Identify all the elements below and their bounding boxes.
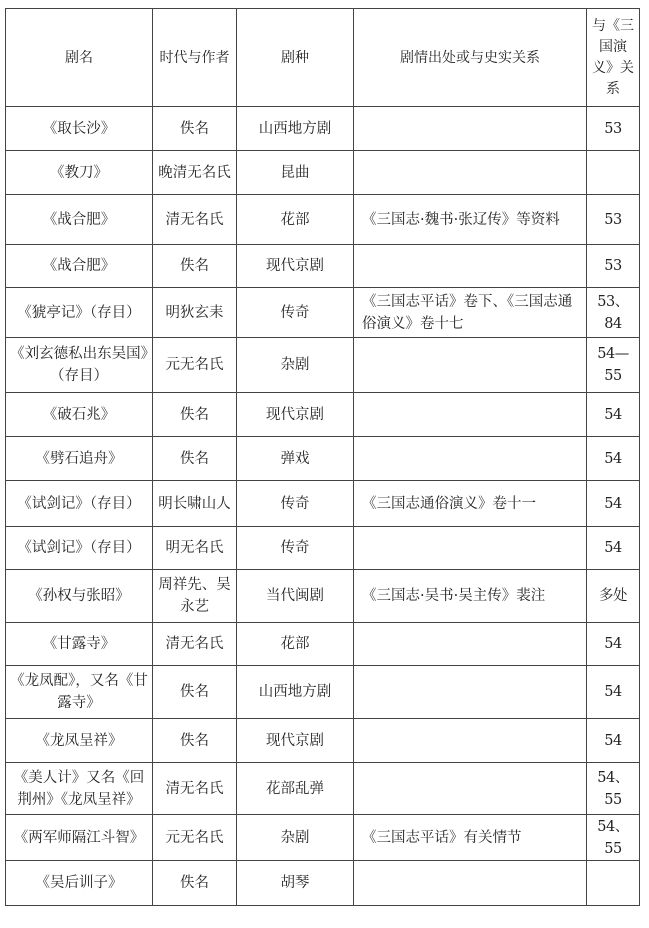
table-body: [6, 107, 640, 906]
cell-era: 佚名: [153, 245, 237, 288]
cell-genre: 现代京剧: [237, 245, 354, 288]
cell-relation: 54、55: [587, 763, 640, 815]
cell-source: [354, 393, 587, 437]
cell-genre: 花部: [237, 195, 354, 245]
table-row: [6, 815, 640, 861]
table-row: [6, 527, 640, 570]
cell-name: 《吴后训子》: [6, 861, 153, 906]
cell-era: 佚名: [153, 107, 237, 151]
cell-genre: 当代闽剧: [237, 570, 354, 623]
header-relation: 与《三国演义》关系: [587, 9, 640, 107]
cell-source: [354, 151, 587, 195]
table-row: [6, 245, 640, 288]
header-era: 时代与作者: [153, 9, 237, 107]
table-row: [6, 666, 640, 719]
table-row: [6, 481, 640, 527]
cell-era: 佚名: [153, 861, 237, 906]
cell-relation: 54、55: [587, 815, 640, 861]
cell-genre: 昆曲: [237, 151, 354, 195]
table-row: [6, 861, 640, 906]
cell-relation: 53: [587, 107, 640, 151]
cell-era: 明无名氏: [153, 527, 237, 570]
cell-name: 《战合肥》: [6, 245, 153, 288]
header-genre: 剧种: [237, 9, 354, 107]
table-row: [6, 107, 640, 151]
cell-source: 《三国志·吴书·吴主传》裴注: [354, 570, 587, 623]
cell-source: [354, 763, 587, 815]
cell-relation: [587, 151, 640, 195]
cell-source: [354, 527, 587, 570]
cell-relation: 54: [587, 666, 640, 719]
cell-genre: 花部: [237, 623, 354, 666]
cell-era: 清无名氏: [153, 623, 237, 666]
cell-era: 元无名氏: [153, 338, 237, 393]
cell-genre: 现代京剧: [237, 719, 354, 763]
cell-source: 《三国志·魏书·张辽传》等资料: [354, 195, 587, 245]
cell-relation: 54—55: [587, 338, 640, 393]
cell-era: 晚清无名氏: [153, 151, 237, 195]
table-row: [6, 151, 640, 195]
cell-name: 《教刀》: [6, 151, 153, 195]
cell-relation: 54: [587, 527, 640, 570]
cell-name: 《劈石追舟》: [6, 437, 153, 481]
table-row: [6, 195, 640, 245]
cell-name: 《战合肥》: [6, 195, 153, 245]
cell-genre: 胡琴: [237, 861, 354, 906]
cell-name: 《破石兆》: [6, 393, 153, 437]
cell-source: 《三国志通俗演义》卷十一: [354, 481, 587, 527]
cell-name: 《孙权与张昭》: [6, 570, 153, 623]
cell-name: 《试剑记》（存目）: [6, 481, 153, 527]
cell-era: 佚名: [153, 719, 237, 763]
table-row: [6, 288, 640, 338]
header-name: 剧名: [6, 9, 153, 107]
cell-genre: 花部乱弹: [237, 763, 354, 815]
cell-relation: 54: [587, 719, 640, 763]
cell-source: [354, 719, 587, 763]
cell-relation: [587, 861, 640, 906]
cell-name: 《试剑记》（存目）: [6, 527, 153, 570]
cell-genre: 现代京剧: [237, 393, 354, 437]
cell-era: 明狄玄耒: [153, 288, 237, 338]
cell-source: [354, 666, 587, 719]
cell-era: 明长啸山人: [153, 481, 237, 527]
table-row: [6, 719, 640, 763]
table-row: [6, 570, 640, 623]
header-row: [6, 9, 640, 107]
cell-relation: 54: [587, 393, 640, 437]
cell-era: 佚名: [153, 666, 237, 719]
cell-source: [354, 623, 587, 666]
cell-source: [354, 107, 587, 151]
cell-source: [354, 437, 587, 481]
cell-genre: 杂剧: [237, 815, 354, 861]
cell-genre: 传奇: [237, 288, 354, 338]
cell-name: 《龙凤呈祥》: [6, 719, 153, 763]
table-row: [6, 393, 640, 437]
cell-era: 佚名: [153, 393, 237, 437]
table-row: [6, 763, 640, 815]
cell-genre: 山西地方剧: [237, 666, 354, 719]
cell-name: 《甘露寺》: [6, 623, 153, 666]
cell-name: 《美人计》又名《回荆州》《龙凤呈祥》: [6, 763, 153, 815]
opera-table: [5, 8, 640, 906]
cell-source: [354, 245, 587, 288]
cell-name: 《刘玄德私出东吴国》（存目）: [6, 338, 153, 393]
table-row: [6, 623, 640, 666]
cell-name: 《龙凤配》，又名《甘露寺》: [6, 666, 153, 719]
cell-era: 周祥先、吴永艺: [153, 570, 237, 623]
cell-name: 《猇亭记》（存目）: [6, 288, 153, 338]
cell-source: [354, 861, 587, 906]
cell-relation: 54: [587, 481, 640, 527]
cell-name: 《两军师隔江斗智》: [6, 815, 153, 861]
cell-era: 清无名氏: [153, 195, 237, 245]
cell-genre: 弹戏: [237, 437, 354, 481]
cell-relation: 53: [587, 245, 640, 288]
cell-genre: 杂剧: [237, 338, 354, 393]
cell-era: 元无名氏: [153, 815, 237, 861]
header-source: 剧情出处或与史实关系: [354, 9, 587, 107]
cell-genre: 山西地方剧: [237, 107, 354, 151]
cell-source: 《三国志平话》卷下、《三国志通俗演义》卷十七: [354, 288, 587, 338]
cell-source: 《三国志平话》有关情节: [354, 815, 587, 861]
cell-name: 《取长沙》: [6, 107, 153, 151]
cell-relation: 53、84: [587, 288, 640, 338]
cell-relation: 53: [587, 195, 640, 245]
cell-genre: 传奇: [237, 481, 354, 527]
table-row: [6, 437, 640, 481]
cell-relation: 54: [587, 623, 640, 666]
cell-era: 清无名氏: [153, 763, 237, 815]
cell-relation: 54: [587, 437, 640, 481]
cell-source: [354, 338, 587, 393]
cell-era: 佚名: [153, 437, 237, 481]
cell-relation: 多处: [587, 570, 640, 623]
cell-genre: 传奇: [237, 527, 354, 570]
table-row: [6, 338, 640, 393]
